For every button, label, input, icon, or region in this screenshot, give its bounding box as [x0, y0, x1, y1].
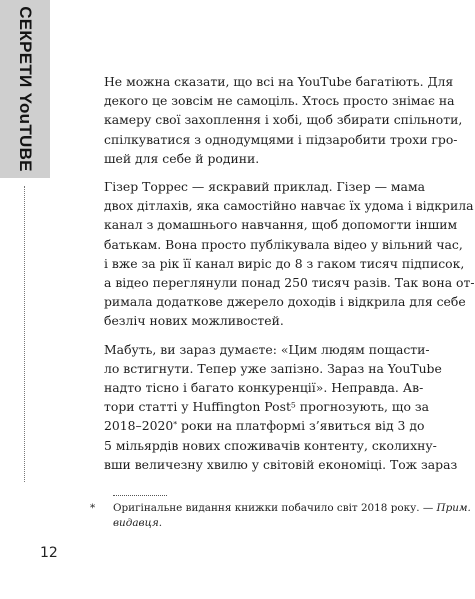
- footnote-line: [113, 501, 471, 516]
- footnote-note: Прим.: [436, 502, 471, 514]
- text-line: Гізер Торрес — яскравий приклад. Гізер — мама: [104, 179, 425, 195]
- text-line: декого це зовсім не самоціль. Хтось просто знімає на: [104, 93, 455, 109]
- footnote-text: Оригінальне видання книжки побачило світ 2018 року. —: [113, 502, 434, 514]
- footnote-ref: *: [173, 420, 178, 429]
- side-tab-title: СЕКРЕТИ YouTUBE: [16, 6, 35, 172]
- text-segment: роки на платформі з’явиться від 3 до: [177, 418, 425, 434]
- text-segment: прогнозують, що за: [295, 399, 429, 415]
- footnote: [90, 501, 471, 531]
- paragraph: [88, 340, 458, 474]
- text-line: ло встигнути. Тепер уже запізно. Зараз на YouTube: [104, 360, 442, 376]
- text-line: Не можна сказати, що всі на YouTube багатіють. Для: [104, 74, 454, 89]
- text-line: шей для себе й родини.: [104, 150, 260, 166]
- text-line: батькам. Вона просто публікувала відео у вільний час,: [104, 236, 463, 252]
- chapter-side-tab: [0, 0, 50, 178]
- footnote-line: [113, 516, 390, 531]
- text-segment: 2018–2020: [104, 418, 174, 434]
- text-line: камеру свої захоплення і хобі, щоб збирати спільноти,: [104, 112, 463, 128]
- paragraph: [88, 72, 463, 168]
- text-line: канал з домашнього навчання, щоб допомогти іншим: [104, 217, 458, 233]
- text-segment: тори статті у Huffington Post: [104, 399, 291, 415]
- page-number: 12: [40, 545, 58, 561]
- paragraph: [88, 177, 475, 331]
- text-line: [88, 416, 425, 435]
- footnote-ref: 5: [290, 400, 296, 410]
- text-line: надто тісно і багато конкуренції». Неправда. Ав-: [104, 380, 424, 396]
- footnote-body: [113, 501, 471, 531]
- text-line: римала додаткове джерело доходів і відкрила для себе: [104, 294, 466, 310]
- text-line: двох дітлахів, яка самостійно навчає їх удома і відкрила: [104, 198, 474, 214]
- text-line: і вже за рік її канал виріс до 8 з гаком тисяч підписок,: [104, 255, 465, 271]
- footnote-separator: [113, 495, 167, 496]
- main-text: [88, 72, 475, 474]
- text-line: а відео переглянули понад 250 тисяч разів. Так вона от-: [104, 275, 475, 291]
- footnote-marker: *: [90, 502, 96, 514]
- text-line: спілкуватися з однодумцями і підзаробити трохи гро-: [104, 131, 458, 147]
- text-line: Мабуть, ви зараз думаєте: «Цим людям пощасти-: [104, 341, 430, 357]
- footnote-note: видавця.: [113, 517, 163, 529]
- text-line: безліч нових можливостей.: [104, 313, 284, 329]
- text-line: вши величезну хвилю у світовій економіці. Тож зараз: [104, 456, 458, 472]
- text-line: 5 мільярдів нових споживачів контенту, сколихну-: [104, 437, 437, 453]
- text-line: [88, 397, 429, 416]
- vertical-dotted-divider: [24, 186, 25, 482]
